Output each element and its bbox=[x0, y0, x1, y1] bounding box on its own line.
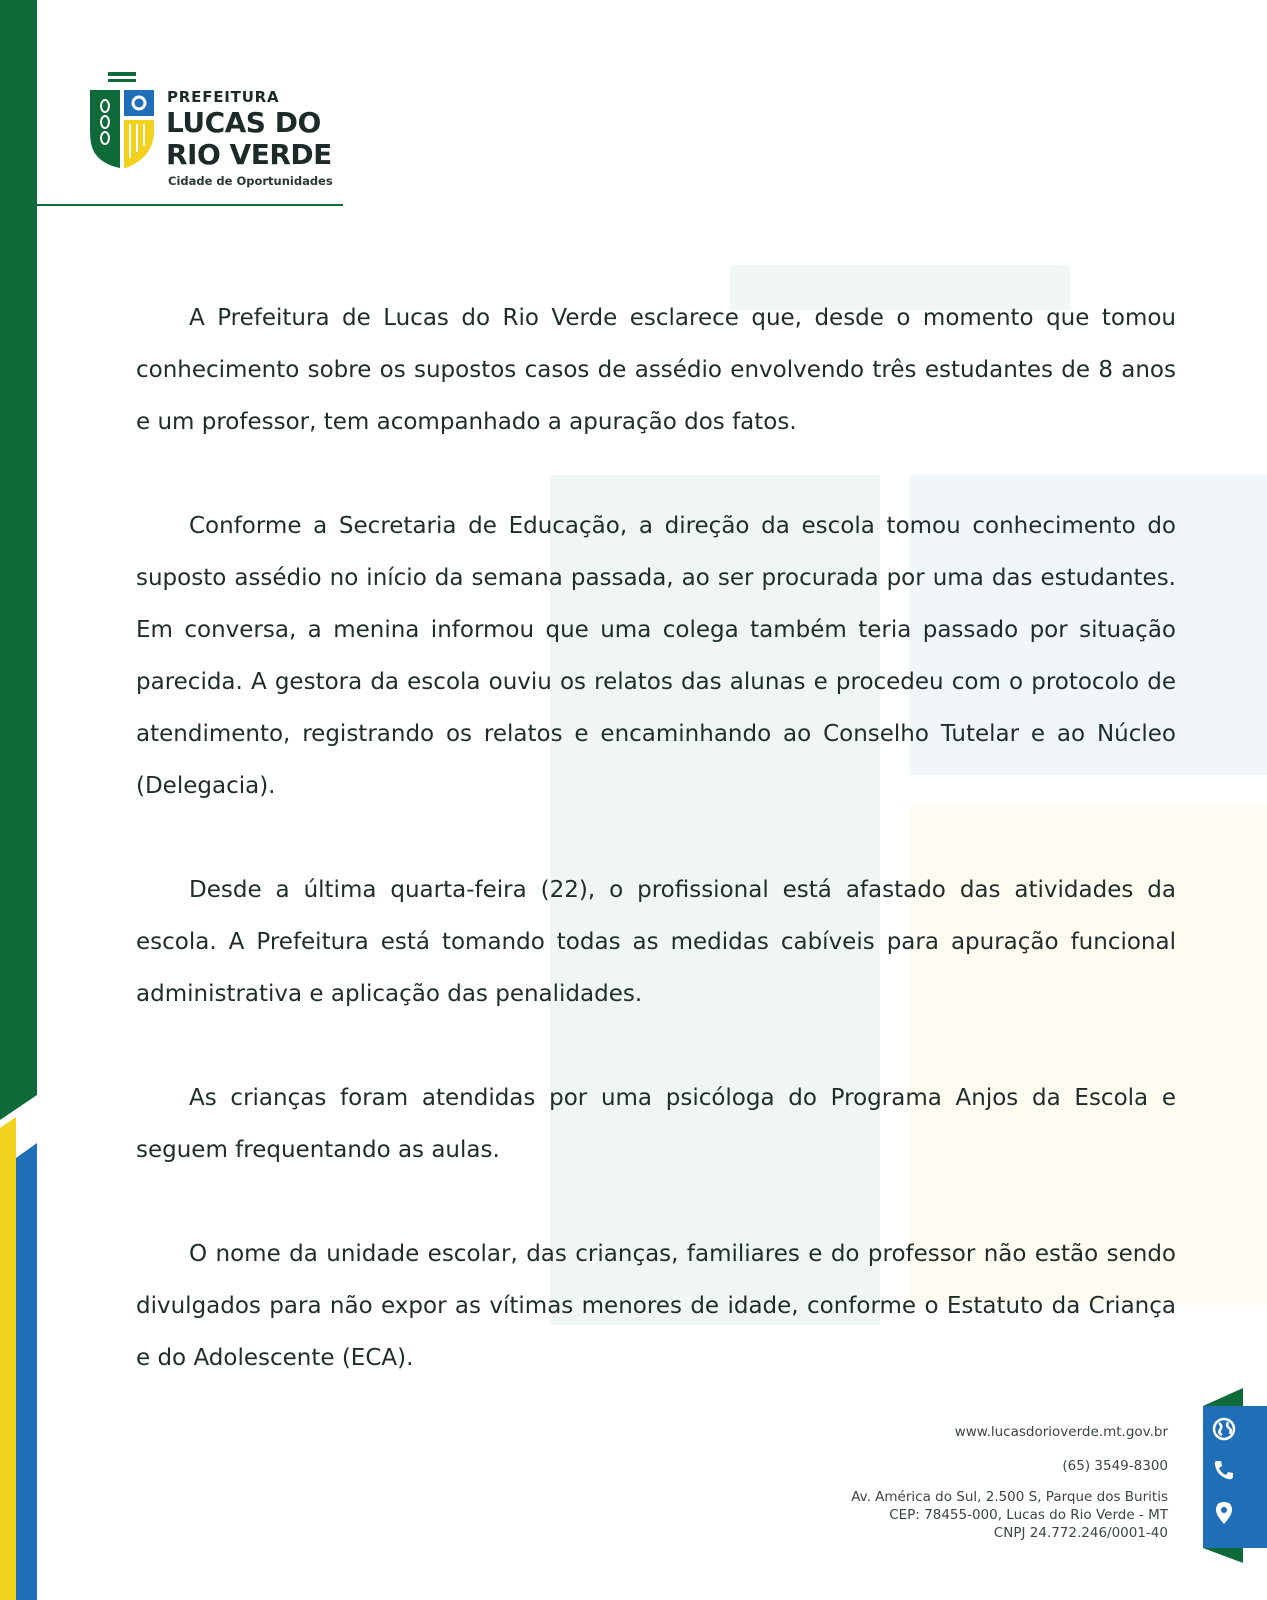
footer-website[interactable]: www.lucasdorioverde.mt.gov.br bbox=[954, 1424, 1168, 1440]
globe-icon bbox=[1211, 1416, 1237, 1442]
city-emblem-icon bbox=[90, 72, 154, 172]
footer-phone[interactable]: (65) 3549-8300 bbox=[1062, 1458, 1168, 1474]
location-pin-icon bbox=[1211, 1500, 1237, 1526]
prefeitura-logo bbox=[90, 72, 340, 204]
logo-prefeitura-label: PREFEITURA bbox=[167, 88, 280, 106]
logo-city-name-line1: LUCAS DO bbox=[166, 106, 321, 139]
logo-tagline: Cidade de Oportunidades bbox=[168, 174, 333, 188]
phone-icon bbox=[1211, 1457, 1237, 1483]
footer-address-line1: Av. América do Sul, 2.500 S, Parque dos Buritis bbox=[851, 1489, 1168, 1505]
footer-address-line2: CEP: 78455-000, Lucas do Rio Verde - MT bbox=[889, 1507, 1168, 1523]
logo-city-name-line2: RIO VERDE bbox=[166, 138, 332, 171]
statement-body bbox=[136, 292, 1176, 1436]
statement-paragraph-2: Conforme a Secretaria de Educação, a direção da escola tomou conhecimento do suposto assédio no início da semana passada, ao ser procurada por uma das estudantes. Em conversa, a menina informou que uma colega também teria passado por situação parecida. A gestora da escola ouviu os relatos das alunas e procedeu com o protocolo de atendimento, registrando os relatos e encaminhando ao Conselho Tutelar e ao Núcleo (Delegacia). bbox=[136, 513, 1176, 799]
footer-address bbox=[851, 1488, 1168, 1542]
header-divider bbox=[37, 204, 343, 206]
footer-cnpj: CNPJ 24.772.246/0001-40 bbox=[993, 1525, 1168, 1541]
statement-paragraph-3: Desde a última quarta-feira (22), o profissional está afastado das atividades da escola. A Prefeitura está tomando todas as medidas cabíveis para apuração funcional administrativa e aplicação das penalidades. bbox=[136, 877, 1176, 1007]
statement-paragraph-1: A Prefeitura de Lucas do Rio Verde esclarece que, desde o momento que tomou conhecimento sobre os supostos casos de assédio envolvendo três estudantes de 8 anos e um professor, tem acompanhado a apuração dos fatos. bbox=[136, 305, 1176, 435]
statement-paragraph-4: As crianças foram atendidas por uma psicóloga do Programa Anjos da Escola e seguem frequentando as aulas. bbox=[136, 1085, 1176, 1163]
statement-paragraph-5: O nome da unidade escolar, das crianças, familiares e do professor não estão sendo divulgados para não expor as vítimas menores de idade, conforme o Estatuto da Criança e do Adolescente (ECA). bbox=[136, 1241, 1176, 1371]
left-color-strip bbox=[0, 0, 37, 1600]
